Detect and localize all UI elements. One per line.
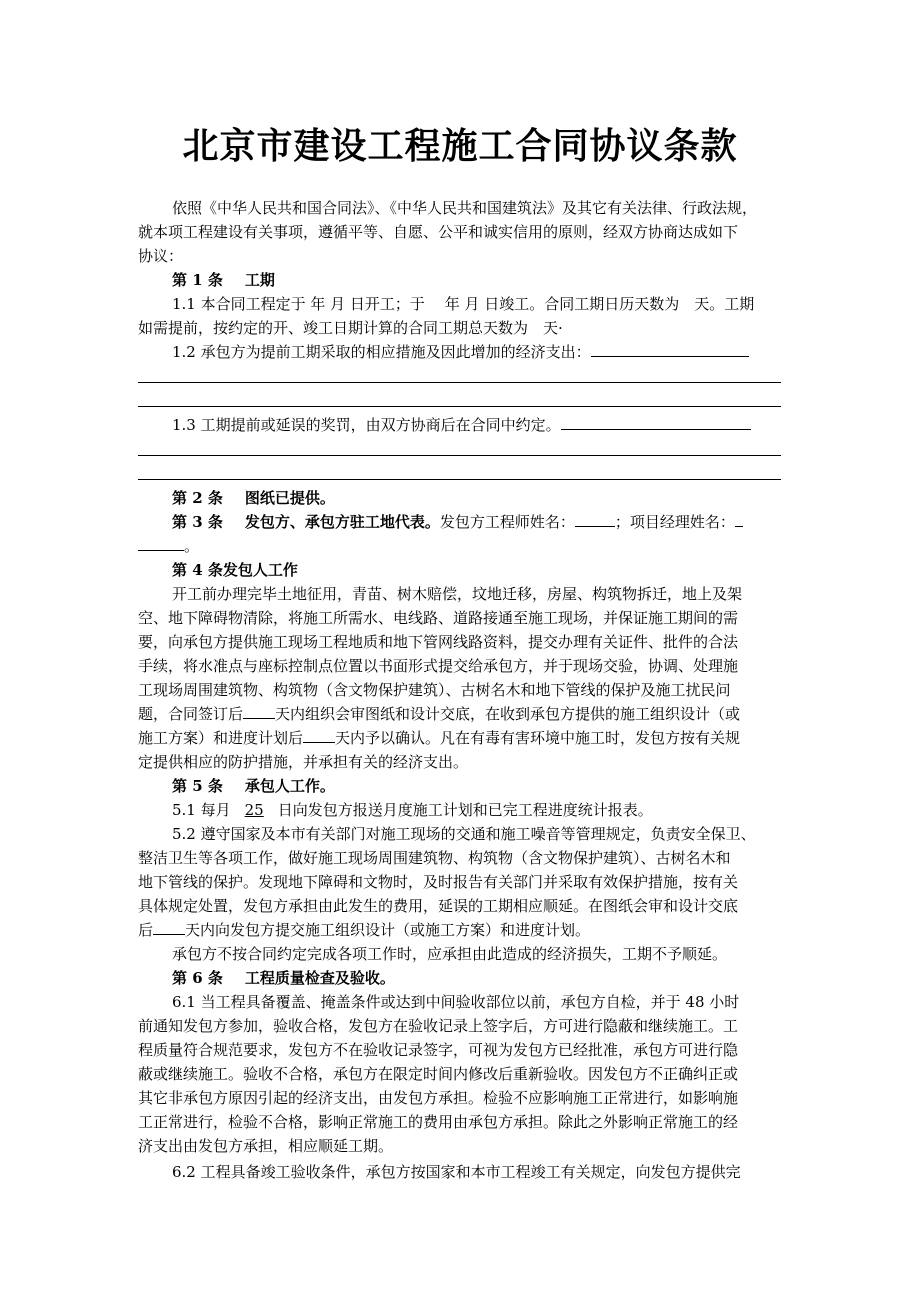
intro-line: 依照《中华人民共和国合同法》、《中华人民共和国建筑法》及其它有关法律、行政法规， [172, 199, 758, 217]
article-title: 工期 [244, 271, 275, 289]
blank-line [138, 406, 781, 407]
article-number: 第 1 条 [172, 271, 223, 289]
page-title: 北京市建设工程施工合同协议条款 [182, 126, 738, 167]
article-4-heading: 第 4 条发包人工作 [172, 561, 298, 579]
paragraph-line: 其它非承包方原因引起的经济支出，由发包方承担。检验不应影响施工正常进行，如影响施 [138, 1089, 739, 1107]
paragraph-line: 开工前办理完毕土地征用，青苗、树木赔偿，坟地迁移，房屋、构筑物拆迁，地上及架 [172, 585, 743, 603]
paragraph-line [138, 726, 788, 750]
paragraph-line: 工正常进行，检验不合格，影响正常施工的费用由承包方承担。除此之外影响正常施工的经 [138, 1113, 739, 1131]
blank-line [735, 510, 743, 527]
article-title: 发包方、承包方驻工地代表。 [244, 513, 440, 531]
clause-text: 日向发包方报送月度施工计划和已完工程进度统计报表。 [277, 801, 653, 819]
blank-line [243, 702, 275, 719]
clause-6-2: 6.2 工程具备竣工验收条件，承包方按国家和本市工程竣工有关规定，向发包方提供完 [172, 1163, 741, 1181]
blank-line [153, 918, 185, 935]
article-2-heading [172, 486, 788, 510]
article-title: 图纸已提供。 [244, 489, 335, 507]
paragraph-line: 承包方不按合同约定完成各项工作时，应承担由此造成的经济损失，工期不予顺延。 [172, 945, 728, 963]
clause-5-2: 5.2 遵守国家及本市有关部门对施工现场的交通和施工噪音等管理规定，负责安全保卫、 [172, 825, 756, 843]
clause-6-1: 6.1 当工程具备覆盖、掩盖条件或达到中间验收部位以前，承包方自检，并于 48 小时 [172, 993, 740, 1011]
article-3-heading [172, 510, 788, 534]
article-title: 工程质量检查及验收。 [244, 969, 395, 987]
paragraph-line: 要，向承包方提供施工现场工程地质和地下管网线路资料，提交办理有关证件、批件的合法 [138, 633, 739, 651]
blank-line [138, 534, 184, 551]
paragraph-line: 程质量符合规范要求，发包方不在验收记录签字，可视为发包方已经批准，承包方可进行隐 [138, 1041, 739, 1059]
paragraph-line: 前通知发包方参加，验收合格，发包方在验收记录上签字后，方可进行隐蔽和继续施工。工 [138, 1017, 739, 1035]
clause-1-1: 1.1 本合同工程定于 年 月 日开工；于 年 月 日竣工。合同工期日历天数为 天。工期 [172, 295, 755, 313]
clause-text: 5.1 每月 [172, 801, 231, 819]
clause-1-2 [172, 340, 788, 364]
paragraph-line: 空、地下障碍物清除，将施工所需水、电线路、道路接通至施工现场，并保证施工期间的需 [138, 609, 739, 627]
article-number: 第 6 条 [172, 969, 223, 987]
intro-line: 就本项工程建设有关事项，遵循平等、自愿、公平和诚实信用的原则，经双方协商达成如下 [138, 223, 739, 241]
clause-text: 天内组织会审图纸和设计交底，在收到承包方提供的施工组织设计（或 [275, 705, 741, 723]
clause-1-1-cont: 如需提前，按约定的开、竣工日期计算的合同工期总天数为 天· [138, 319, 563, 337]
blank-line [138, 382, 781, 383]
paragraph-line: 济支出由发包方承担，相应顺延工期。 [138, 1137, 394, 1155]
article-5-heading [172, 774, 788, 798]
article-number: 第 3 条 [172, 513, 223, 531]
clause-text: 施工方案）和进度计划后 [138, 729, 304, 747]
paragraph-line: 整洁卫生等各项工作，做好施工现场周围建筑物、构筑物（含文物保护建筑）、古树名木和 [138, 849, 731, 867]
clause-text: 1.2 承包方为提前工期采取的相应措施及因此增加的经济支出： [172, 343, 591, 361]
clause-text: ；项目经理姓名： [614, 513, 735, 531]
clause-text: 题，合同签订后 [138, 705, 244, 723]
paragraph-line: 地下管线的保护。发现地下障碍和文物时，及时报告有关部门并采取有效保护措施，按有关 [138, 873, 739, 891]
article-number: 第 5 条 [172, 777, 223, 795]
clause-text: 1.3 工期提前或延误的奖罚，由双方协商后在合同中约定。 [172, 416, 561, 434]
blank-line [303, 726, 335, 743]
blank-line [591, 340, 749, 357]
intro-line: 协议： [138, 247, 184, 265]
article-3-cont [138, 534, 788, 558]
paragraph-line: 手续，将水准点与座标控制点位置以书面形式提交给承包方，并于现场交验，协调、处理施 [138, 657, 739, 675]
blank-line [561, 413, 751, 430]
clause-text: 天内予以确认。凡在有毒有害环境中施工时，发包方按有关规 [335, 729, 741, 747]
article-number: 第 2 条 [172, 489, 223, 507]
clause-text: 后 [138, 921, 154, 939]
article-6-heading [172, 966, 788, 990]
paragraph-line [138, 918, 788, 942]
clause-text: 发包方工程师姓名： [439, 513, 575, 531]
blank-line [138, 479, 781, 480]
clause-text: 。 [184, 537, 200, 555]
blank-line [138, 455, 781, 456]
article-title: 承包人工作。 [244, 777, 335, 795]
day-value: 25 [244, 801, 264, 819]
paragraph-line: 具体规定处置，发包方承担由此发生的费用，延误的工期相应顺延。在图纸会审和设计交底 [138, 897, 739, 915]
article-1-heading [172, 268, 788, 292]
clause-5-1 [172, 798, 788, 822]
blank-line [575, 510, 615, 527]
clause-1-3 [172, 413, 788, 437]
clause-text: 天内向发包方提交施工组织设计（或施工方案）和进度计划。 [185, 921, 591, 939]
paragraph-line: 定提供相应的防护措施，并承担有关的经济支出。 [138, 753, 469, 771]
paragraph-line: 蔽或继续施工。验收不合格，承包方在限定时间内修改后重新验收。因发包方不正确纠正或 [138, 1065, 739, 1083]
paragraph-line [138, 702, 788, 726]
paragraph-line: 工现场周围建筑物、构筑物（含文物保护建筑）、古树名木和地下管线的保护及施工扰民问 [138, 681, 731, 699]
